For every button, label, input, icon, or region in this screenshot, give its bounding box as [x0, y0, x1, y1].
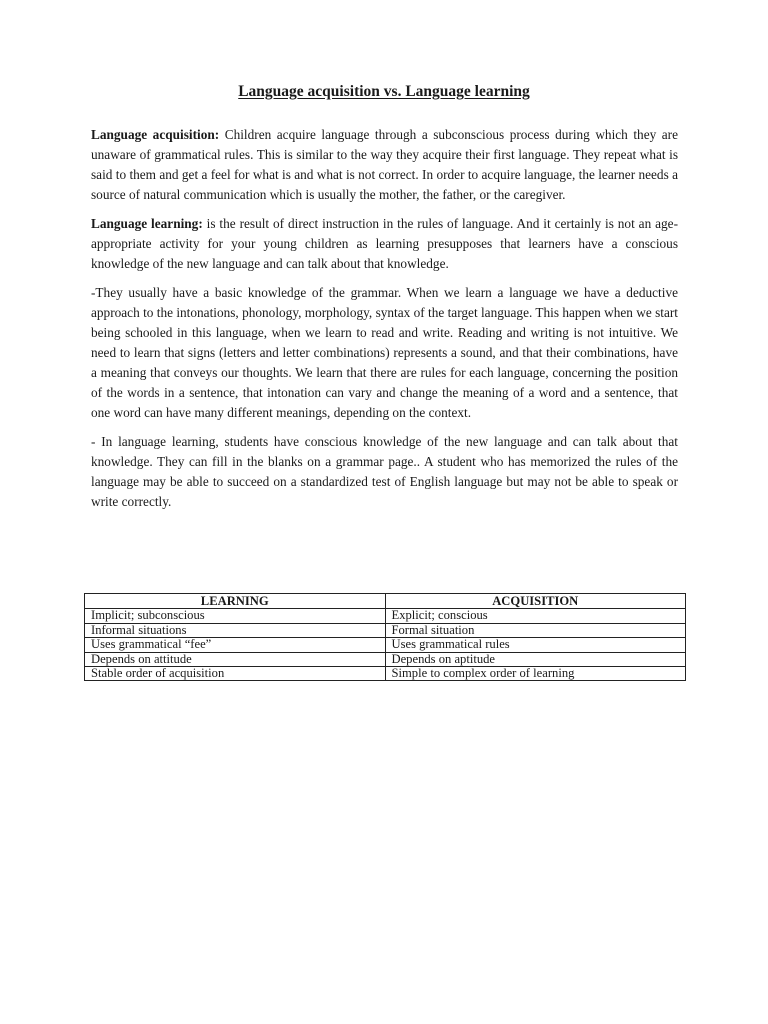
paragraph-text-grammar-knowledge: -They usually have a basic knowledge of the grammar. When we learn a language we have a deductive approach to the intonations, phonology, morphology, syntax of the target language. This happen when we start being schooled in this language, when we learn to read and write. Reading and writing is not intuitive. We need to learn that signs (letters and letter combinations) represents a sound, and that their combinations, have a meaning that conveys our thoughts. We learn that there are rules for each language, concerning the position of the words in a sentence, that intonation can vary and change the meaning of a word and a sentence, that one word can have many different meanings, depending on the context. [91, 285, 678, 420]
table-cell: Depends on attitude [85, 652, 386, 666]
table-cell: Informal situations [85, 623, 386, 637]
paragraph-text-acquisition: Children acquire language through a subconscious process during which they are unaware of grammatical rules. This is similar to the way they acquire their first language. They repeat what is said to them and get a feel for what is and what is not correct. In order to acquire language, the learner needs a source of natural communication which is usually the mother, the father, or the caregiver. [91, 127, 679, 202]
document-body [91, 125, 678, 521]
table-cell: Uses grammatical “fee” [85, 638, 386, 652]
table-row [85, 623, 686, 637]
comparison-table [84, 593, 686, 681]
table-cell: Implicit; subconscious [85, 609, 386, 623]
table-cell: Formal situation [385, 623, 686, 637]
paragraph-learning [91, 214, 678, 274]
paragraph-grammar-knowledge [91, 283, 678, 422]
table-row [85, 638, 686, 652]
paragraph-conscious-knowledge [91, 432, 678, 512]
table-header-row [85, 594, 686, 609]
paragraph-acquisition [91, 125, 678, 205]
table-cell: Depends on aptitude [385, 652, 686, 666]
table-cell: Explicit; conscious [385, 609, 686, 623]
table-cell: Simple to complex order of learning [385, 667, 686, 681]
paragraph-lead-learning: Language learning: [91, 216, 203, 232]
table-row [85, 667, 686, 681]
column-header-learning: LEARNING [85, 594, 386, 609]
table-row [85, 652, 686, 666]
paragraph-text-conscious-knowledge: - In language learning, students have conscious knowledge of the new language and can talk about that knowledge. They can fill in the blanks on a grammar page.. A student who has memorized the rules of the language may be able to succeed on a standardized test of English language but may not be able to speak or write correctly. [91, 434, 678, 509]
paragraph-text-learning: is the result of direct instruction in the rules of language. And it certainly is not an age-appropriate activity for your young children as learning presupposes that learners have a conscious knowledge of the new language and can talk about that knowledge. [91, 216, 678, 271]
page-title: Language acquisition vs. Language learning [238, 83, 530, 100]
table-row [85, 609, 686, 623]
paragraph-lead-acquisition: Language acquisition: [91, 127, 220, 142]
column-header-acquisition: ACQUISITION [385, 594, 686, 609]
table-cell: Stable order of acquisition [85, 667, 386, 681]
table-cell: Uses grammatical rules [385, 638, 686, 652]
